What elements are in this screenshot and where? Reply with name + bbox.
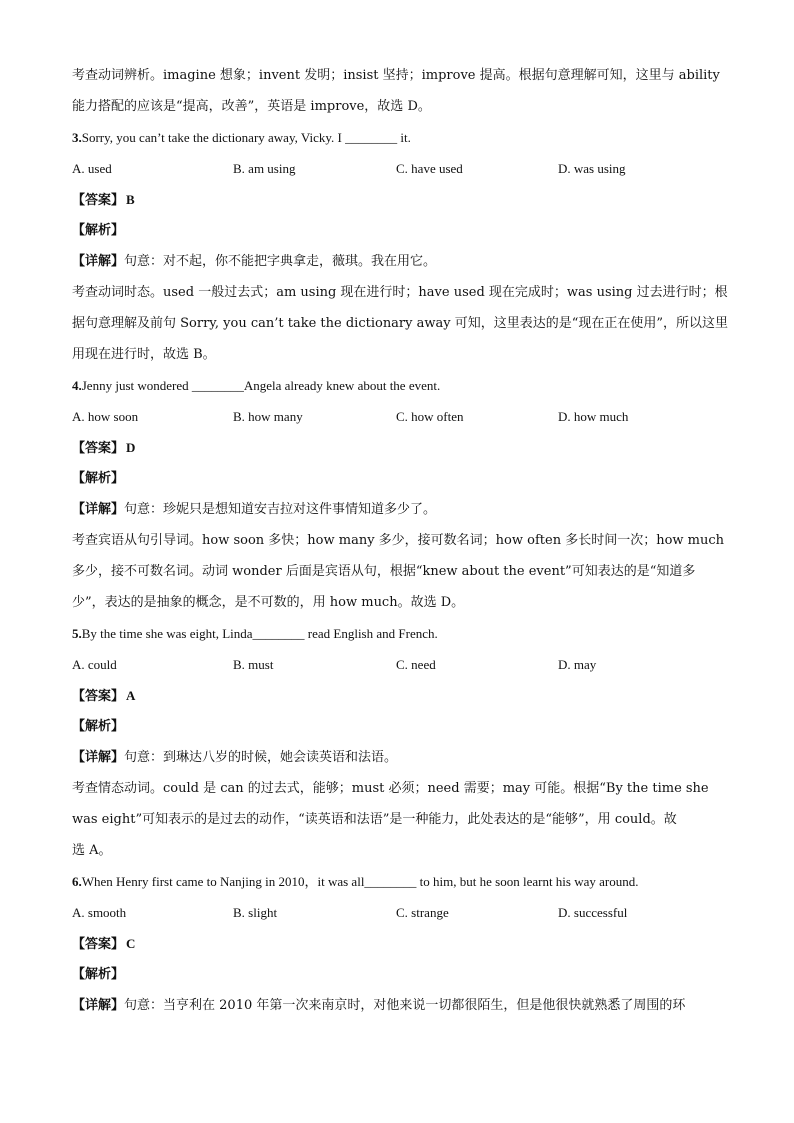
- question-6-options: [72, 897, 724, 928]
- option-a: A. smooth: [72, 905, 127, 920]
- detail-label: 【详解】: [72, 502, 125, 517]
- analysis-label: 【解析】: [72, 471, 125, 486]
- option-c: C. strange: [396, 905, 449, 920]
- question-text: Jenny just wondered ________Angela already knew about the event.: [81, 378, 441, 393]
- question-number: 5.: [72, 626, 82, 641]
- answer-label: 【答案】: [72, 689, 125, 704]
- detail-label: 【详解】: [72, 998, 125, 1013]
- answer-label: 【答案】: [72, 441, 125, 456]
- detail-label: 【详解】: [72, 750, 125, 765]
- answer-row: [72, 680, 724, 711]
- explain-line: 考查情态动词。could 是 can 的过去式，能够；must 必须；need 需要；may 可能。根据“By the time she: [72, 781, 709, 796]
- question-number: 4.: [72, 378, 82, 393]
- intro-line-1: 考查动词辨析。imagine 想象；invent 发明；insist 坚持；improve 提高。根据句意理解可知，这里与 ability: [72, 68, 720, 83]
- question-number: 3.: [72, 130, 82, 145]
- option-a: A. used: [72, 161, 112, 176]
- detail-row: [72, 742, 724, 773]
- question-number: 6.: [72, 874, 82, 889]
- option-d: D. was using: [558, 161, 626, 176]
- detail-text: 句意：珍妮只是想知道安吉拉对这件事情知道多少了。: [124, 502, 437, 517]
- analysis-row: [72, 215, 724, 246]
- analysis-row: [72, 711, 724, 742]
- analysis-label: 【解析】: [72, 223, 125, 238]
- question-4-options: [72, 401, 724, 432]
- detail-row: [72, 494, 724, 525]
- option-b: B. am using: [233, 161, 296, 176]
- document-page: [72, 60, 729, 1021]
- explain-line: 据句意理解及前句 Sorry, you can’t take the dictionary away 可知，这里表达的是“现在正在使用”，所以这里: [72, 316, 729, 331]
- option-c: C. how often: [396, 409, 464, 424]
- question-5-stem: [72, 618, 724, 649]
- question-4-stem: [72, 370, 724, 401]
- option-a: A. could: [72, 657, 117, 672]
- explain-line: 考查动词时态。used 一般过去式；am using 现在进行时；have used 现在完成时；was using 过去进行时；根: [72, 285, 728, 300]
- answer-row: [72, 184, 724, 215]
- option-d: D. may: [558, 657, 597, 672]
- question-6-stem: [72, 866, 724, 897]
- detail-text: 句意：对不起，你不能把字典拿走，薇琪。我在用它。: [124, 254, 437, 269]
- detail-text: 句意：到琳达八岁的时候，她会读英语和法语。: [124, 750, 398, 765]
- question-3-options: [72, 153, 724, 184]
- explain-line: 用现在进行时，故选 B。: [72, 347, 216, 362]
- detail-row: [72, 990, 724, 1021]
- answer-value: A: [126, 688, 136, 703]
- answer-value: C: [126, 936, 136, 951]
- intro-line-2: 能力搭配的应该是“提高，改善”，英语是 improve，故选 D。: [72, 99, 431, 114]
- answer-row: [72, 432, 724, 463]
- explain-line: 多少，接不可数名词。动词 wonder 后面是宾语从句，根据“knew about the event”可知表达的是“知道多: [72, 564, 696, 579]
- question-text: By the time she was eight, Linda________ read English and French.: [81, 626, 438, 641]
- option-c: C. need: [396, 657, 436, 672]
- analysis-label: 【解析】: [72, 967, 125, 982]
- option-b: B. must: [233, 657, 274, 672]
- option-b: B. how many: [233, 409, 303, 424]
- question-5-options: [72, 649, 724, 680]
- question-text: Sorry, you can’t take the dictionary away, Vicky. I ________ it.: [81, 130, 411, 145]
- explain-line: 选 A。: [72, 843, 112, 858]
- detail-row: [72, 246, 724, 277]
- answer-value: B: [126, 192, 135, 207]
- explain-line: 少”，表达的是抽象的概念，是不可数的，用 how much。故选 D。: [72, 595, 465, 610]
- option-c: C. have used: [396, 161, 463, 176]
- explain-line: 考查宾语从句引导词。how soon 多快；how many 多少，接可数名词；how often 多长时间一次；how much: [72, 533, 725, 548]
- answer-label: 【答案】: [72, 937, 125, 952]
- detail-text: 句意：当亨利在 2010 年第一次来南京时，对他来说一切都很陌生，但是他很快就熟悉了周围的环: [124, 998, 686, 1013]
- option-d: D. how much: [558, 409, 629, 424]
- answer-value: D: [126, 440, 136, 455]
- analysis-row: [72, 959, 724, 990]
- answer-row: [72, 928, 724, 959]
- explain-line: was eight”可知表示的是过去的动作，“读英语和法语”是一种能力，此处表达的是“能够”，用 could。故: [72, 812, 677, 827]
- answer-label: 【答案】: [72, 193, 125, 208]
- analysis-row: [72, 463, 724, 494]
- detail-label: 【详解】: [72, 254, 125, 269]
- question-3-stem: [72, 122, 724, 153]
- question-text: When Henry first came to Nanjing in 2010，it was all________ to him, but he soon learnt his way around.: [81, 874, 639, 889]
- analysis-label: 【解析】: [72, 719, 125, 734]
- option-b: B. slight: [233, 905, 278, 920]
- option-a: A. how soon: [72, 409, 139, 424]
- option-d: D. successful: [558, 905, 628, 920]
